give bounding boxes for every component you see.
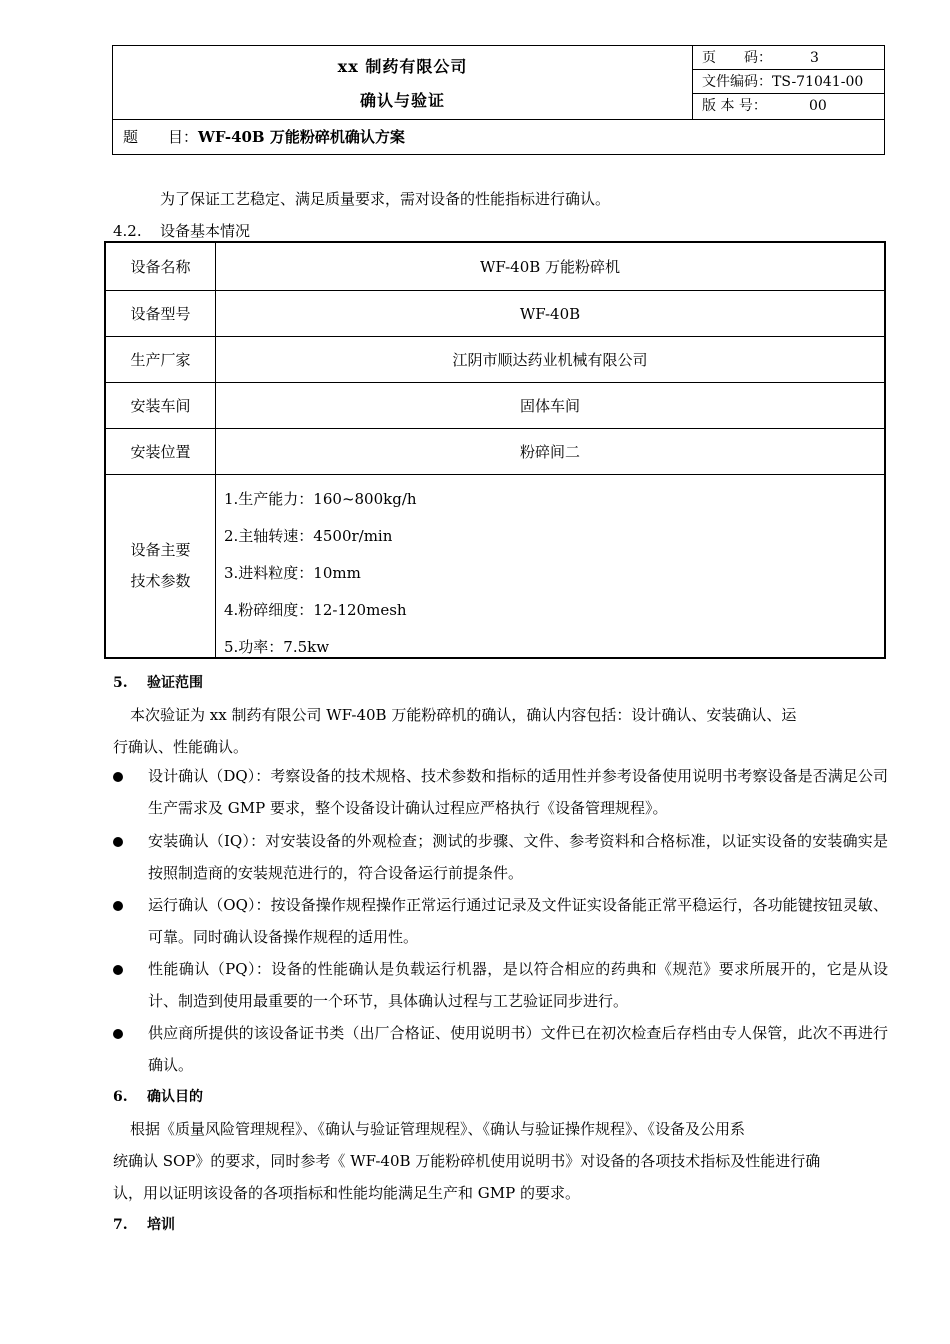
bullet-item (113, 1017, 888, 1081)
row-value: 固体车间 (519, 397, 580, 415)
row-label: 设备型号 (106, 291, 216, 336)
document-type: 确认与验证 (359, 91, 445, 110)
spec-item: 3.进料粒度：10mm (224, 564, 361, 582)
document-title: WF-40B 万能粉碎机确认方案 (198, 128, 405, 146)
document-header (112, 45, 885, 155)
bullet-text: 安装确认（IQ）：对安装设备的外观检查；测试的步骤、文件、参考资料和合格标准，以证实设备的安装确实是按照制造商的安装规范进行的，符合设备运行前提条件。 (148, 832, 888, 882)
section-5-title: 验证范围 (147, 675, 203, 691)
row-value: WF-40B 万能粉碎机 (479, 258, 621, 276)
table-row-specs (106, 475, 884, 657)
page-number: 3 (810, 50, 819, 66)
header-meta (693, 46, 884, 119)
doc-code-label: 文件编码： (702, 74, 772, 90)
version-label: 版 本 号： (702, 98, 767, 114)
table-row (106, 429, 884, 475)
bullet-item (113, 889, 888, 953)
header-left (113, 46, 693, 119)
row-label: 生产厂家 (106, 337, 216, 382)
table-row (106, 337, 884, 383)
bullet-dot-icon (113, 837, 123, 847)
specs-label-line: 设备主要 (130, 541, 191, 559)
section-5-number: 5. (113, 675, 128, 691)
spec-item: 4.粉碎细度：12-120mesh (224, 601, 407, 619)
bullet-item (113, 953, 888, 1017)
section-6-heading (113, 1087, 203, 1107)
section-6-number: 6. (113, 1089, 128, 1105)
title-label: 题 目： (123, 128, 199, 146)
section-6-paragraph-line: 认，用以证明该设备的各项指标和性能均能满足生产和 GMP 的要求。 (113, 1184, 580, 1202)
row-value: 粉碎间二 (519, 443, 580, 461)
spec-item: 5.功率：7.5kw (224, 638, 330, 656)
page-row (693, 46, 884, 70)
company-name: xx 制药有限公司 (337, 57, 468, 76)
section-6-paragraph-line: 根据《质量风险管理规程》、《确认与验证管理规程》、《确认与验证操作规程》、《设备及公用系 (130, 1120, 746, 1138)
version-row (693, 94, 884, 118)
row-label: 安装位置 (106, 429, 216, 474)
bullet-item (113, 825, 888, 889)
section-5-heading (113, 673, 203, 693)
bullet-text: 运行确认（OQ）：按设备操作规程操作正常运行通过记录及文件证实设备能正常平稳运行，各功能键按钮灵敏、可靠。同时确认设备操作规程的适用性。 (148, 896, 888, 946)
bullet-dot-icon (113, 772, 123, 782)
row-value: WF-40B (519, 304, 581, 323)
section-4-2-heading (113, 221, 250, 241)
section-5-paragraph-line: 本次验证为 xx 制药有限公司 WF-40B 万能粉碎机的确认，确认内容包括：设计确认、安装确认、运 (130, 706, 797, 724)
page-label: 页 码： (702, 50, 772, 66)
section-7-heading (113, 1215, 175, 1235)
table-row (106, 291, 884, 337)
specs-label-line: 技术参数 (130, 572, 191, 590)
bullet-text: 供应商所提供的该设备证书类（出厂合格证、使用说明书）文件已在初次检查后存档由专人保管，此次不再进行确认。 (148, 1024, 888, 1074)
bullet-dot-icon (113, 1029, 123, 1039)
doc-code-row (693, 70, 884, 94)
section-4-2-number: 4.2. (113, 222, 142, 240)
bullet-text: 性能确认（PQ）：设备的性能确认是负载运行机器，是以符合相应的药典和《规范》要求所展开的，它是从设计、制造到使用最重要的一个环节，具体确认过程与工艺验证同步进行。 (148, 960, 888, 1010)
equipment-table (104, 241, 886, 659)
section-6-title: 确认目的 (147, 1089, 203, 1105)
row-label: 设备名称 (106, 243, 216, 290)
version-value: 00 (809, 98, 827, 114)
section-4-2-title: 设备基本情况 (160, 222, 251, 240)
document-title-row (113, 119, 884, 154)
section-6-paragraph-line: 统确认 SOP》的要求，同时参考《 WF-40B 万能粉碎机使用说明书》对设备的各项技术指标及性能进行确 (113, 1152, 821, 1170)
bullet-item (113, 760, 888, 824)
bullet-dot-icon (113, 965, 123, 975)
row-label: 安装车间 (106, 383, 216, 428)
section-5-paragraph-line: 行确认、性能确认。 (113, 738, 249, 756)
doc-code-value: TS-71041-00 (772, 74, 864, 90)
intro-paragraph: 为了保证工艺稳定、满足质量要求，需对设备的性能指标进行确认。 (160, 190, 611, 208)
spec-item: 2.主轴转速：4500r/min (224, 527, 393, 545)
specs-list (224, 489, 417, 674)
section-7-number: 7. (113, 1217, 128, 1233)
section-7-title: 培训 (147, 1217, 175, 1233)
specs-label (106, 475, 216, 657)
row-value: 江阴市顺达药业机械有限公司 (452, 351, 648, 369)
table-row (106, 243, 884, 291)
bullet-text: 设计确认（DQ）：考察设备的技术规格、技术参数和指标的适用性并参考设备使用说明书考察设备是否满足公司生产需求及 GMP 要求，整个设备设计确认过程应严格执行《设备管理规程》。 (148, 767, 888, 817)
bullet-dot-icon (113, 901, 123, 911)
spec-item: 1.生产能力：160~800kg/h (224, 490, 417, 508)
table-row (106, 383, 884, 429)
